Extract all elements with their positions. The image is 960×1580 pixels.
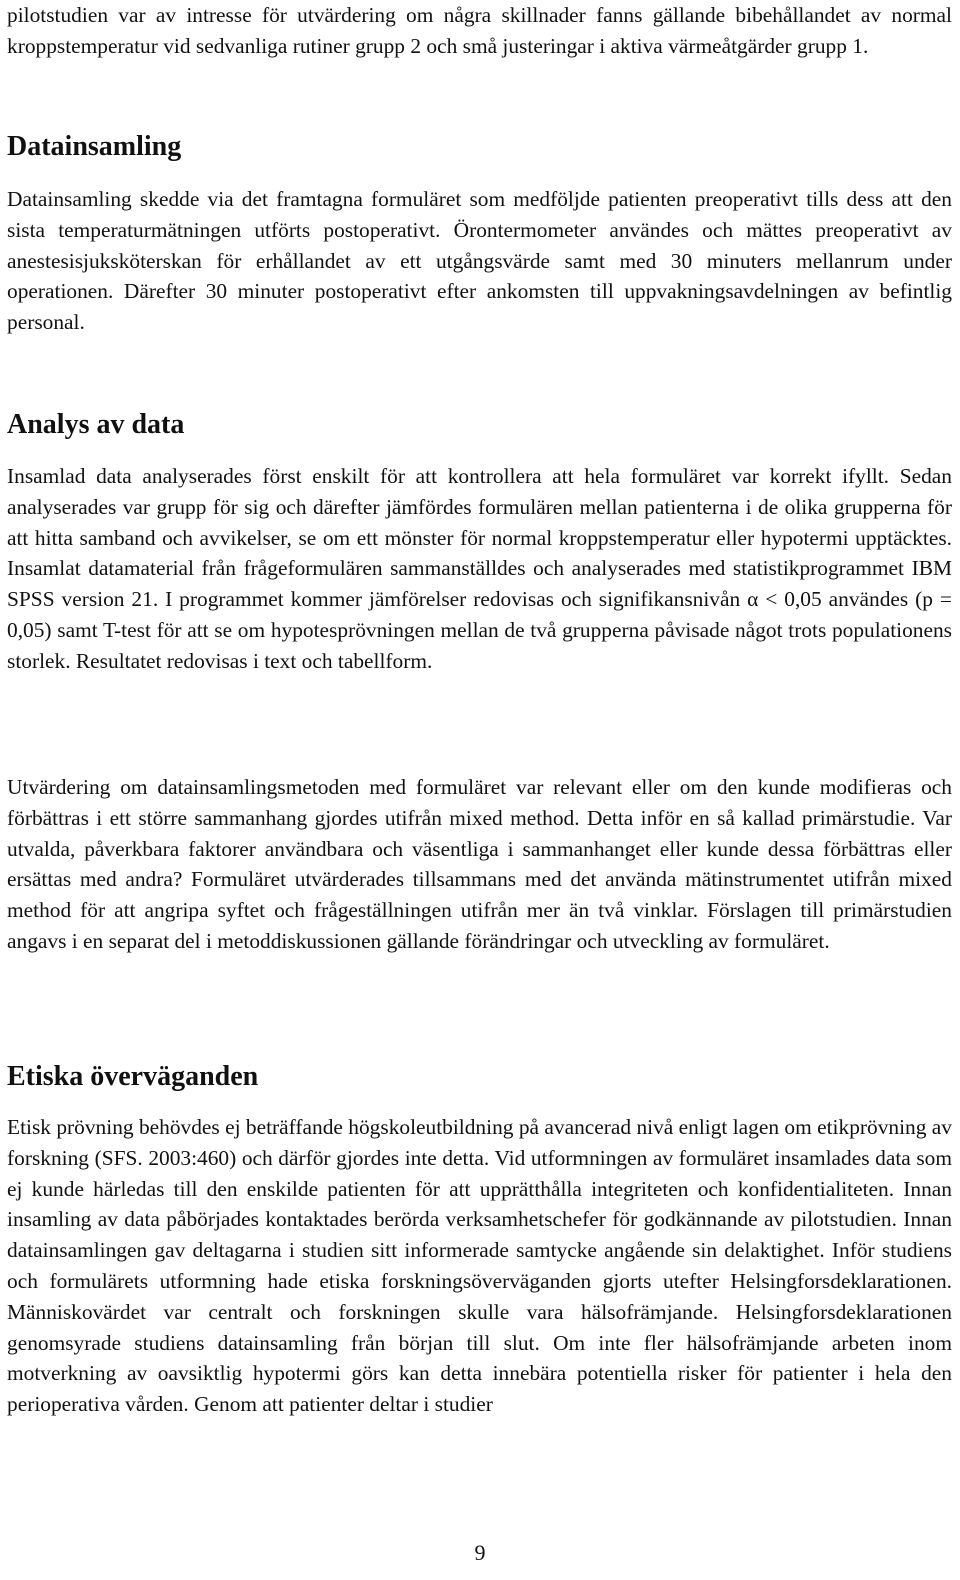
page-number: 9 xyxy=(474,1540,486,1565)
intro-paragraph: pilotstudien var av intresse för utvärdering om några skillnader fanns gällande bibehållandet av normal kroppstemperatur vid sedvanliga rutiner grupp 2 och små justeringar i aktiva värmeåtgärder grupp 1. xyxy=(7,3,952,58)
paragraph-analys-av-data: Insamlad data analyserades först enskilt för att kontrollera att hela formuläret var korrekt ifyllt. Sedan analyserades var grupp för sig och därefter jämfördes formulären mellan patienterna i de olika grupperna för att hitta samband och avvikelser, se om ett mönster för normal kroppstemperatur eller hypotermi upptäcktes. Insamlat datamaterial från frågeformulären sammanställdes och analyserades med statistikprogrammet IBM SPSS version 21. I programmet kommer jämförelser redovisas och signifikansnivån α < 0,05 användes (p = 0,05) samt T-test för att se om hypotesprövningen mellan de två grupperna påvisade något trots populationens storlek. Resultatet redovisas i text och tabellform. xyxy=(7,464,952,673)
paragraph-etiska-overvaganden: Etisk prövning behövdes ej beträffande högskoleutbildning på avancerad nivå enligt lagen om etikprövning av forskning (SFS. 2003:460) och därför gjordes inte detta. Vid utformningen av formuläret insamlades data som ej kunde härledas till den enskilde patienten för att upprätthålla integriteten och konfidentialiteten. Innan insamling av data påbörjades kontaktades berörda verksamhetschefer för godkännande av pilotstudien. Innan datainsamlingen gav deltagarna i studien sitt informerade samtycke angående sin delaktighet. Inför studiens och formulärets utformning hade etiska forskningsöverväganden gjorts utefter Helsingforsdeklarationen. Människovärdet var centralt och forskningen skulle vara hälsofrämjande. Helsingforsdeklarationen genomsyrade studiens datainsamling från början till slut. Om inte fler hälsofrämjande arbeten inom motverkning av oavsiktlig hypotermi görs kan detta innebära potentiella risker för patienter i hela den perioperativa vården. Genom att patienter deltar i studier xyxy=(7,1115,952,1417)
section-heading-etiska-overvaganden: Etiska överväganden xyxy=(7,1061,259,1092)
section-heading-analys-av-data: Analys av data xyxy=(7,409,185,440)
paragraph-datainsamling: Datainsamling skedde via det framtagna formuläret som medföljde patienten preoperativt tills dess att den sista temperaturmätningen utförts postoperativt. Örontermometer användes och mättes preoperativt av anestesisjuksköterskan för erhållandet av ett utgångsvärde samt med 30 minuters mellanrum under operationen. Därefter 30 minuter postoperativt efter ankomsten till uppvakningsavdelningen av befintlig personal. xyxy=(7,187,952,335)
paragraph-utvardering: Utvärdering om datainsamlingsmetoden med formuläret var relevant eller om den kunde modifieras och förbättras i ett större sammanhang gjordes utifrån mixed method. Detta inför en så kallad primärstudie. Var utvalda, påverkbara faktorer användbara och väsentliga i sammanhanget eller kunde dessa förbättras eller ersättas med andra? Formuläret utvärderades tillsammans med det använda mätinstrumentet utifrån mixed method för att angripa syftet och frågeställningen utifrån mer än två vinklar. Förslagen till primärstudien angavs i en separat del i metoddiskussionen gällande förändringar och utveckling av formuläret. xyxy=(7,775,952,953)
section-heading-datainsamling: Datainsamling xyxy=(7,131,182,162)
